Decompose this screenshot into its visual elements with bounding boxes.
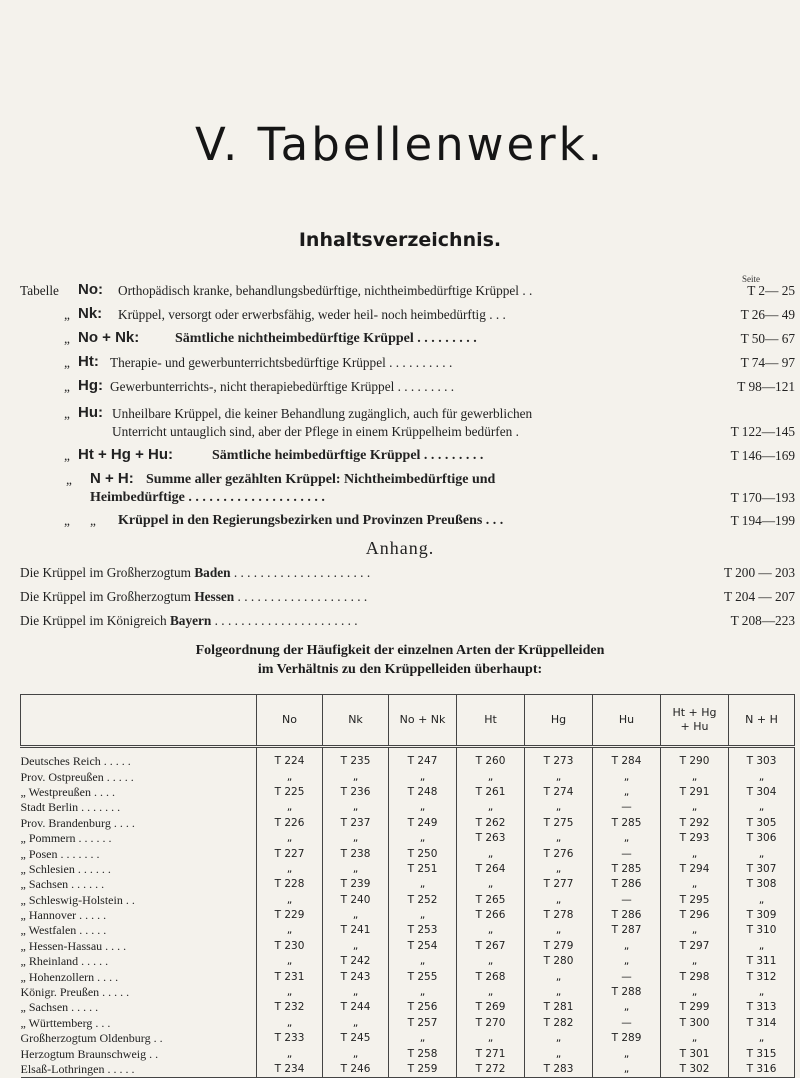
toc-desc: Krüppel in den Regierungsbezirken und Provinzen Preußens . . . xyxy=(118,513,504,528)
table-cell: „ xyxy=(457,769,525,784)
table-cell: T 307 xyxy=(729,862,795,877)
table-cell: T 261 xyxy=(457,785,525,800)
table-cell: „ xyxy=(525,969,593,984)
column-header: Hu xyxy=(593,695,661,747)
table-cell: T 240 xyxy=(323,893,389,908)
column-header: No xyxy=(257,695,323,747)
table-cell: T 264 xyxy=(457,862,525,877)
table-cell: „ xyxy=(593,785,661,800)
table-cell: T 315 xyxy=(729,1046,795,1061)
table-cell: T 291 xyxy=(661,785,729,800)
table-row xyxy=(21,985,795,1000)
table-cell: „ xyxy=(525,800,593,815)
row-label: Großherzogtum Oldenburg . . xyxy=(21,1031,257,1046)
table-cell: T 287 xyxy=(593,923,661,938)
anhang-dots: . . . . . . . . . . . . . . . . . . . . . xyxy=(233,565,371,580)
table-cell: — xyxy=(593,800,661,815)
table-cell: T 226 xyxy=(257,816,323,831)
table-row xyxy=(21,954,795,969)
table-cell: T 289 xyxy=(593,1031,661,1046)
table-cell: „ xyxy=(257,769,323,784)
table-cell: T 254 xyxy=(389,939,457,954)
table-cell: T 296 xyxy=(661,908,729,923)
toc-desc-continued: Heimbedürftige . . . . . . . . . . . . . . . . . . . . xyxy=(90,490,325,505)
table-row xyxy=(21,1062,795,1078)
row-label: Elsaß-Lothringen . . . . . xyxy=(21,1062,257,1078)
table-cell: T 284 xyxy=(593,747,661,770)
table-row xyxy=(21,969,795,984)
header-label-cell xyxy=(21,695,257,747)
table-cell: T 308 xyxy=(729,877,795,892)
table-cell: „ xyxy=(729,1031,795,1046)
anhang-title: Anhang. xyxy=(365,538,435,558)
column-header: Ht xyxy=(457,695,525,747)
table-row xyxy=(21,846,795,861)
table-cell: T 278 xyxy=(525,908,593,923)
table-row xyxy=(21,1031,795,1046)
table-cell: — xyxy=(593,1016,661,1031)
row-label: Prov. Ostpreußen . . . . . xyxy=(21,769,257,784)
table-cell: „ xyxy=(389,831,457,846)
table-row xyxy=(21,816,795,831)
table-row xyxy=(21,747,795,770)
table-cell: „ xyxy=(593,769,661,784)
toc-pages: T 2— 25 xyxy=(747,283,795,298)
table-cell: T 251 xyxy=(389,862,457,877)
table-cell: „ xyxy=(457,800,525,815)
table-cell: T 241 xyxy=(323,923,389,938)
table-cell: „ xyxy=(525,769,593,784)
row-label: Herzogtum Braunschweig . . xyxy=(21,1046,257,1061)
table-cell: T 266 xyxy=(457,908,525,923)
folge-line-2: im Verhältnis zu den Krüppelleiden überhaupt: xyxy=(257,662,543,677)
table-cell: T 275 xyxy=(525,816,593,831)
table-cell: „ xyxy=(593,1046,661,1061)
anhang-state: Bayern xyxy=(169,613,212,628)
table-cell: „ xyxy=(257,1046,323,1061)
toc-code: Ht: xyxy=(78,353,99,370)
table-cell: T 283 xyxy=(525,1062,593,1078)
table-cell: „ xyxy=(323,831,389,846)
table-row xyxy=(21,1016,795,1031)
toc-code: Ht + Hg + Hu: xyxy=(78,446,174,463)
table-cell: T 270 xyxy=(457,1016,525,1031)
table-cell: „ xyxy=(257,831,323,846)
table-row xyxy=(21,862,795,877)
table-cell: T 235 xyxy=(323,747,389,770)
table-cell: T 280 xyxy=(525,954,593,969)
table-cell: T 262 xyxy=(457,816,525,831)
table-cell: T 257 xyxy=(389,1016,457,1031)
reference-table xyxy=(20,694,794,1078)
table-row xyxy=(21,877,795,892)
table-cell: „ xyxy=(323,862,389,877)
table-cell: „ xyxy=(257,800,323,815)
table-cell: T 300 xyxy=(661,1016,729,1031)
table-cell: T 314 xyxy=(729,1016,795,1031)
table-cell: T 290 xyxy=(661,747,729,770)
toc-pages: T 170—193 xyxy=(730,490,795,505)
table-cell: T 310 xyxy=(729,923,795,938)
table-cell: T 247 xyxy=(389,747,457,770)
anhang-pages: T 208—223 xyxy=(730,613,795,628)
table-cell: „ xyxy=(593,939,661,954)
table-cell: „ xyxy=(661,954,729,969)
toc-lead: „ xyxy=(64,406,70,421)
row-label: Königr. Preußen . . . . . xyxy=(21,985,257,1000)
table-cell: T 258 xyxy=(389,1046,457,1061)
table-cell: T 276 xyxy=(525,846,593,861)
table-cell: T 311 xyxy=(729,954,795,969)
row-label: „ Schleswig-Holstein . . xyxy=(21,893,257,908)
table-cell: „ xyxy=(389,877,457,892)
table-cell: „ xyxy=(525,831,593,846)
anhang-dots: . . . . . . . . . . . . . . . . . . . . xyxy=(237,589,368,604)
table-cell: „ xyxy=(257,893,323,908)
toc-lead: „ xyxy=(64,355,70,370)
column-header: Ht + Hg + Hu xyxy=(661,695,729,747)
toc-desc: Sämtliche heimbedürftige Krüppel . . . . . . . . . xyxy=(212,448,484,463)
table-cell: „ xyxy=(729,985,795,1000)
row-label: „ Sachsen . . . . . xyxy=(21,1000,257,1015)
table-cell: T 268 xyxy=(457,969,525,984)
table-cell: „ xyxy=(457,846,525,861)
table-cell: „ xyxy=(729,800,795,815)
table-cell: „ xyxy=(525,862,593,877)
table-cell: „ xyxy=(661,985,729,1000)
anhang-dots: . . . . . . . . . . . . . . . . . . . . . . xyxy=(214,613,358,628)
table-cell: T 298 xyxy=(661,969,729,984)
table-cell: „ xyxy=(525,1046,593,1061)
row-label: Deutsches Reich . . . . . xyxy=(21,747,257,770)
table-cell: T 282 xyxy=(525,1016,593,1031)
toc-lead: „ xyxy=(66,472,72,487)
table-cell: „ xyxy=(729,769,795,784)
table-cell: „ xyxy=(525,1031,593,1046)
anhang-pages: T 204 — 207 xyxy=(723,589,795,604)
table-cell: „ xyxy=(257,985,323,1000)
table-cell: T 236 xyxy=(323,785,389,800)
table-cell: „ xyxy=(593,831,661,846)
row-label: „ Rheinland . . . . . xyxy=(21,954,257,969)
row-label: „ Posen . . . . . . . xyxy=(21,846,257,861)
row-label: „ Hohenzollern . . . . xyxy=(21,969,257,984)
column-header: Hg xyxy=(525,695,593,747)
table-cell: T 256 xyxy=(389,1000,457,1015)
table-cell: „ xyxy=(525,985,593,1000)
table-cell: T 293 xyxy=(661,831,729,846)
table-cell: „ xyxy=(389,985,457,1000)
table-cell: T 227 xyxy=(257,846,323,861)
row-label: Stadt Berlin . . . . . . . xyxy=(21,800,257,815)
table-cell: T 304 xyxy=(729,785,795,800)
column-header: Nk xyxy=(323,695,389,747)
anhang-prefix: Die Krüppel im Großherzogtum xyxy=(20,589,191,604)
toc-desc: Gewerbunterrichts-, nicht therapiebedürftige Krüppel . . . . . . . . . xyxy=(110,379,455,394)
folge-line-1: Folgeordnung der Häufigkeit der einzelnen Arten der Krüppelleiden xyxy=(195,643,605,658)
table-cell: T 271 xyxy=(457,1046,525,1061)
toc-pages: T 26— 49 xyxy=(740,307,795,322)
toc-lead: „ xyxy=(64,379,70,394)
table-cell: „ xyxy=(323,769,389,784)
table-cell: T 295 xyxy=(661,893,729,908)
table-cell: T 239 xyxy=(323,877,389,892)
table-cell: „ xyxy=(389,800,457,815)
table-cell: T 248 xyxy=(389,785,457,800)
table-cell: T 231 xyxy=(257,969,323,984)
table-cell: „ xyxy=(323,908,389,923)
table-cell: T 242 xyxy=(323,954,389,969)
toc-pages: T 74— 97 xyxy=(740,355,795,370)
row-label: Prov. Brandenburg . . . . xyxy=(21,816,257,831)
table-cell: T 260 xyxy=(457,747,525,770)
table-cell: „ xyxy=(661,846,729,861)
toc-code: Hg: xyxy=(78,377,103,394)
row-label: „ Hessen-Hassau . . . . xyxy=(21,939,257,954)
table-cell: „ xyxy=(729,939,795,954)
toc-pages: T 50— 67 xyxy=(740,331,795,346)
table-cell: T 286 xyxy=(593,877,661,892)
table-cell: „ xyxy=(257,954,323,969)
table-cell: T 243 xyxy=(323,969,389,984)
toc-code: N + H: xyxy=(90,470,134,487)
table-cell: „ xyxy=(457,985,525,1000)
toc-desc: Summe aller gezählten Krüppel: Nichtheimbedürftige und xyxy=(146,472,496,487)
table-cell: „ xyxy=(257,923,323,938)
anhang-pages: T 200 — 203 xyxy=(723,565,795,580)
toc-code: No: xyxy=(78,281,103,298)
table-cell: T 246 xyxy=(323,1062,389,1078)
table-cell: T 245 xyxy=(323,1031,389,1046)
table-row xyxy=(21,908,795,923)
table-cell: „ xyxy=(389,954,457,969)
table-cell: T 244 xyxy=(323,1000,389,1015)
table-cell: T 229 xyxy=(257,908,323,923)
table-cell: T 302 xyxy=(661,1062,729,1078)
table-cell: — xyxy=(593,893,661,908)
table-cell: T 252 xyxy=(389,893,457,908)
table-row xyxy=(21,923,795,938)
toc-pages: T 122—145 xyxy=(730,424,795,439)
table-cell: T 274 xyxy=(525,785,593,800)
table-cell: T 294 xyxy=(661,862,729,877)
toc-code: Hu: xyxy=(78,404,103,421)
table-cell: „ xyxy=(457,923,525,938)
table-cell: T 233 xyxy=(257,1031,323,1046)
table-row xyxy=(21,939,795,954)
toc-desc: Orthopädisch kranke, behandlungsbedürftige, nichtheimbedürftige Krüppel . . xyxy=(118,283,533,298)
table-cell: T 288 xyxy=(593,985,661,1000)
table-cell: — xyxy=(593,846,661,861)
table-cell: T 232 xyxy=(257,1000,323,1015)
table-cell: T 313 xyxy=(729,1000,795,1015)
table-cell: „ xyxy=(323,1046,389,1061)
row-label: „ Westfalen . . . . . xyxy=(21,923,257,938)
table-header-row xyxy=(21,695,795,747)
toc-desc: Therapie- und gewerbunterrichtsbedürftige Krüppel . . . . . . . . . . xyxy=(110,355,453,370)
table-cell: T 273 xyxy=(525,747,593,770)
toc-lead: „ xyxy=(64,448,70,463)
table-cell: T 297 xyxy=(661,939,729,954)
table-cell: T 255 xyxy=(389,969,457,984)
row-label: „ Sachsen . . . . . . xyxy=(21,877,257,892)
table-cell: T 267 xyxy=(457,939,525,954)
table-cell: T 277 xyxy=(525,877,593,892)
table-cell: T 299 xyxy=(661,1000,729,1015)
table-cell: T 228 xyxy=(257,877,323,892)
table-cell: T 272 xyxy=(457,1062,525,1078)
row-label: „ Hannover . . . . . xyxy=(21,908,257,923)
table-cell: T 285 xyxy=(593,816,661,831)
table-row xyxy=(21,785,795,800)
table-cell: „ xyxy=(457,1031,525,1046)
toc-lead: „ xyxy=(64,307,70,322)
table-cell: — xyxy=(593,969,661,984)
table-cell: „ xyxy=(525,893,593,908)
anhang-prefix: Die Krüppel im Großherzogtum xyxy=(20,565,191,580)
table-cell: „ xyxy=(661,877,729,892)
table-cell: T 263 xyxy=(457,831,525,846)
anhang-state: Hessen xyxy=(194,589,235,604)
table-cell: „ xyxy=(729,893,795,908)
table-cell: T 250 xyxy=(389,846,457,861)
table-cell: T 225 xyxy=(257,785,323,800)
table-cell: „ xyxy=(661,800,729,815)
table-row xyxy=(21,769,795,784)
toc-pages: T 194—199 xyxy=(730,513,795,528)
table-cell: T 285 xyxy=(593,862,661,877)
table-cell: T 316 xyxy=(729,1062,795,1078)
table-row xyxy=(21,893,795,908)
toc-code: Nk: xyxy=(78,305,103,322)
toc-desc-continued: Unterricht untauglich sind, aber der Pflege in einem Krüppelheim bedürfen . xyxy=(112,424,519,439)
chapter-title: V. Tabellenwerk. xyxy=(194,118,606,171)
table-cell: T 306 xyxy=(729,831,795,846)
table-cell: T 286 xyxy=(593,908,661,923)
toc-pages: T 146—169 xyxy=(730,448,795,463)
table-row xyxy=(21,1000,795,1015)
table-cell: T 309 xyxy=(729,908,795,923)
table-cell: „ xyxy=(457,877,525,892)
toc-heading: Inhaltsverzeichnis. xyxy=(298,229,502,251)
table-cell: T 279 xyxy=(525,939,593,954)
table-row xyxy=(21,831,795,846)
table-cell: T 312 xyxy=(729,969,795,984)
anhang-state: Baden xyxy=(194,565,231,580)
table-cell: T 265 xyxy=(457,893,525,908)
table-cell: „ xyxy=(661,769,729,784)
table-cell: „ xyxy=(389,769,457,784)
table-cell: „ xyxy=(457,954,525,969)
row-label: „ Pommern . . . . . . xyxy=(21,831,257,846)
table-cell: „ xyxy=(593,1062,661,1078)
toc-desc: Krüppel, versorgt oder erwerbsfähig, weder heil- noch heimbedürftig . . . xyxy=(118,307,506,322)
toc-lead: Tabelle xyxy=(20,283,59,298)
table-cell: T 269 xyxy=(457,1000,525,1015)
table-row xyxy=(21,800,795,815)
table-cell: „ xyxy=(257,862,323,877)
table-cell: T 234 xyxy=(257,1062,323,1078)
table-cell: „ xyxy=(729,846,795,861)
table-cell: T 253 xyxy=(389,923,457,938)
table-cell: T 292 xyxy=(661,816,729,831)
table-cell: „ xyxy=(661,1031,729,1046)
toc-pages: T 98—121 xyxy=(737,379,795,394)
table-cell: „ xyxy=(389,908,457,923)
table-cell: „ xyxy=(323,1016,389,1031)
page-column-label: Seite xyxy=(742,274,760,284)
table-cell: „ xyxy=(593,1000,661,1015)
toc-lead: „ xyxy=(64,513,70,528)
toc-desc: Unheilbare Krüppel, die keiner Behandlung zugänglich, auch für gewerblichen xyxy=(112,406,533,421)
row-label: „ Westpreußen . . . . xyxy=(21,785,257,800)
table-cell: T 224 xyxy=(257,747,323,770)
table-cell: T 237 xyxy=(323,816,389,831)
table-row xyxy=(21,1046,795,1061)
table-cell: „ xyxy=(323,985,389,1000)
table-cell: „ xyxy=(257,1016,323,1031)
toc-desc: Sämtliche nichtheimbedürftige Krüppel . . . . . . . . . xyxy=(175,331,477,346)
row-label: „ Württemberg . . . xyxy=(21,1016,257,1031)
table-cell: „ xyxy=(525,923,593,938)
table-cell: T 238 xyxy=(323,846,389,861)
anhang-prefix: Die Krüppel im Königreich xyxy=(20,613,167,628)
table-cell: T 301 xyxy=(661,1046,729,1061)
table-cell: „ xyxy=(323,800,389,815)
row-label: „ Schlesien . . . . . . xyxy=(21,862,257,877)
table-cell: „ xyxy=(593,954,661,969)
toc-lead: „ xyxy=(64,331,70,346)
table-cell: T 259 xyxy=(389,1062,457,1078)
table-cell: T 281 xyxy=(525,1000,593,1015)
toc-lead-2: „ xyxy=(90,513,96,528)
column-header: No + Nk xyxy=(389,695,457,747)
column-header: N + H xyxy=(729,695,795,747)
toc-code: No + Nk: xyxy=(78,329,140,346)
table-cell: T 249 xyxy=(389,816,457,831)
table-cell: T 305 xyxy=(729,816,795,831)
table-cell: T 303 xyxy=(729,747,795,770)
table-cell: „ xyxy=(323,939,389,954)
table-cell: „ xyxy=(661,923,729,938)
table-cell: T 230 xyxy=(257,939,323,954)
table-cell: „ xyxy=(389,1031,457,1046)
